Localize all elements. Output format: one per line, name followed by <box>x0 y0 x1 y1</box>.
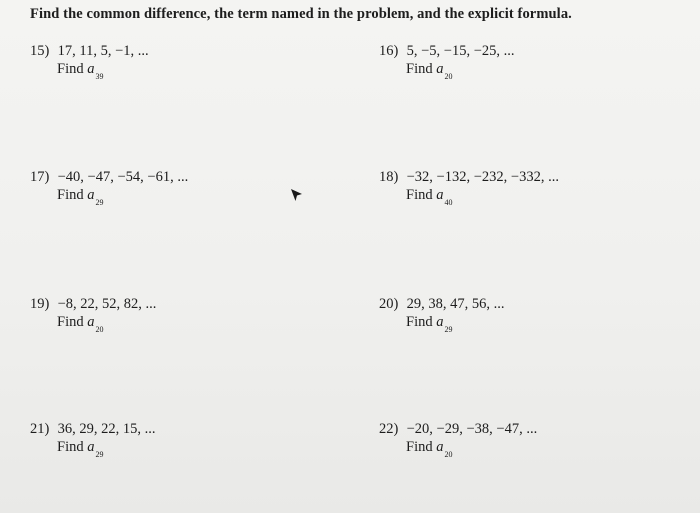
find-label: Find <box>406 314 433 330</box>
find-term-line <box>30 186 188 206</box>
term-variable: a <box>436 314 444 330</box>
problem-number: 16) <box>379 43 399 59</box>
find-term-line <box>30 438 156 458</box>
find-label: Find <box>57 187 84 203</box>
term-subscript: 20 <box>444 72 453 81</box>
term-subscript: 29 <box>444 325 453 334</box>
problem-number: 15) <box>30 43 50 59</box>
find-term-line <box>30 313 156 333</box>
find-term-line <box>379 438 537 458</box>
problem-19 <box>30 295 156 333</box>
find-label: Find <box>406 187 433 203</box>
find-label: Find <box>406 439 433 455</box>
problem-number: 19) <box>30 296 50 312</box>
problem-number: 22) <box>379 421 399 437</box>
mouse-pointer-icon <box>289 188 305 204</box>
problem-15 <box>30 42 149 80</box>
problem-sequence: 5, −5, −15, −25, ... <box>406 43 515 59</box>
page-title: Find the common difference, the term named in the problem, and the explicit formula. <box>30 6 572 22</box>
problem-sequence: −8, 22, 52, 82, ... <box>57 296 157 312</box>
problem-sequence-line <box>30 168 188 186</box>
term-variable: a <box>87 61 95 77</box>
problem-16 <box>379 42 515 80</box>
problem-sequence: 36, 29, 22, 15, ... <box>57 421 156 437</box>
find-term-line <box>30 60 149 80</box>
problem-21 <box>30 420 156 458</box>
problem-sequence-line <box>379 42 515 60</box>
term-subscript: 29 <box>95 198 104 207</box>
problem-number: 17) <box>30 169 50 185</box>
term-subscript: 29 <box>95 450 104 459</box>
problem-number: 18) <box>379 169 399 185</box>
problem-number: 20) <box>379 296 399 312</box>
term-variable: a <box>436 439 444 455</box>
term-variable: a <box>87 439 95 455</box>
problem-sequence: 17, 11, 5, −1, ... <box>57 43 149 59</box>
problem-number: 21) <box>30 421 50 437</box>
term-subscript: 40 <box>444 198 453 207</box>
find-label: Find <box>57 439 84 455</box>
find-term-line <box>379 186 559 206</box>
term-variable: a <box>87 187 95 203</box>
problem-18 <box>379 168 559 206</box>
term-variable: a <box>87 314 95 330</box>
problem-sequence-line <box>30 42 149 60</box>
problem-sequence-line <box>379 420 537 438</box>
problem-sequence-line <box>379 295 505 313</box>
problem-sequence: 29, 38, 47, 56, ... <box>406 296 505 312</box>
problem-sequence: −20, −29, −38, −47, ... <box>406 421 538 437</box>
problem-sequence-line <box>379 168 559 186</box>
problem-sequence-line <box>30 295 156 313</box>
term-subscript: 39 <box>95 72 104 81</box>
term-subscript: 20 <box>444 450 453 459</box>
problem-sequence: −32, −132, −232, −332, ... <box>406 169 559 185</box>
term-subscript: 20 <box>95 325 104 334</box>
problem-20 <box>379 295 505 333</box>
find-label: Find <box>406 61 433 77</box>
term-variable: a <box>436 187 444 203</box>
find-term-line <box>379 60 515 80</box>
problem-sequence: −40, −47, −54, −61, ... <box>57 169 189 185</box>
find-label: Find <box>57 61 84 77</box>
find-term-line <box>379 313 505 333</box>
term-variable: a <box>436 61 444 77</box>
find-label: Find <box>57 314 84 330</box>
problem-17 <box>30 168 188 206</box>
problem-22 <box>379 420 537 458</box>
problem-sequence-line <box>30 420 156 438</box>
